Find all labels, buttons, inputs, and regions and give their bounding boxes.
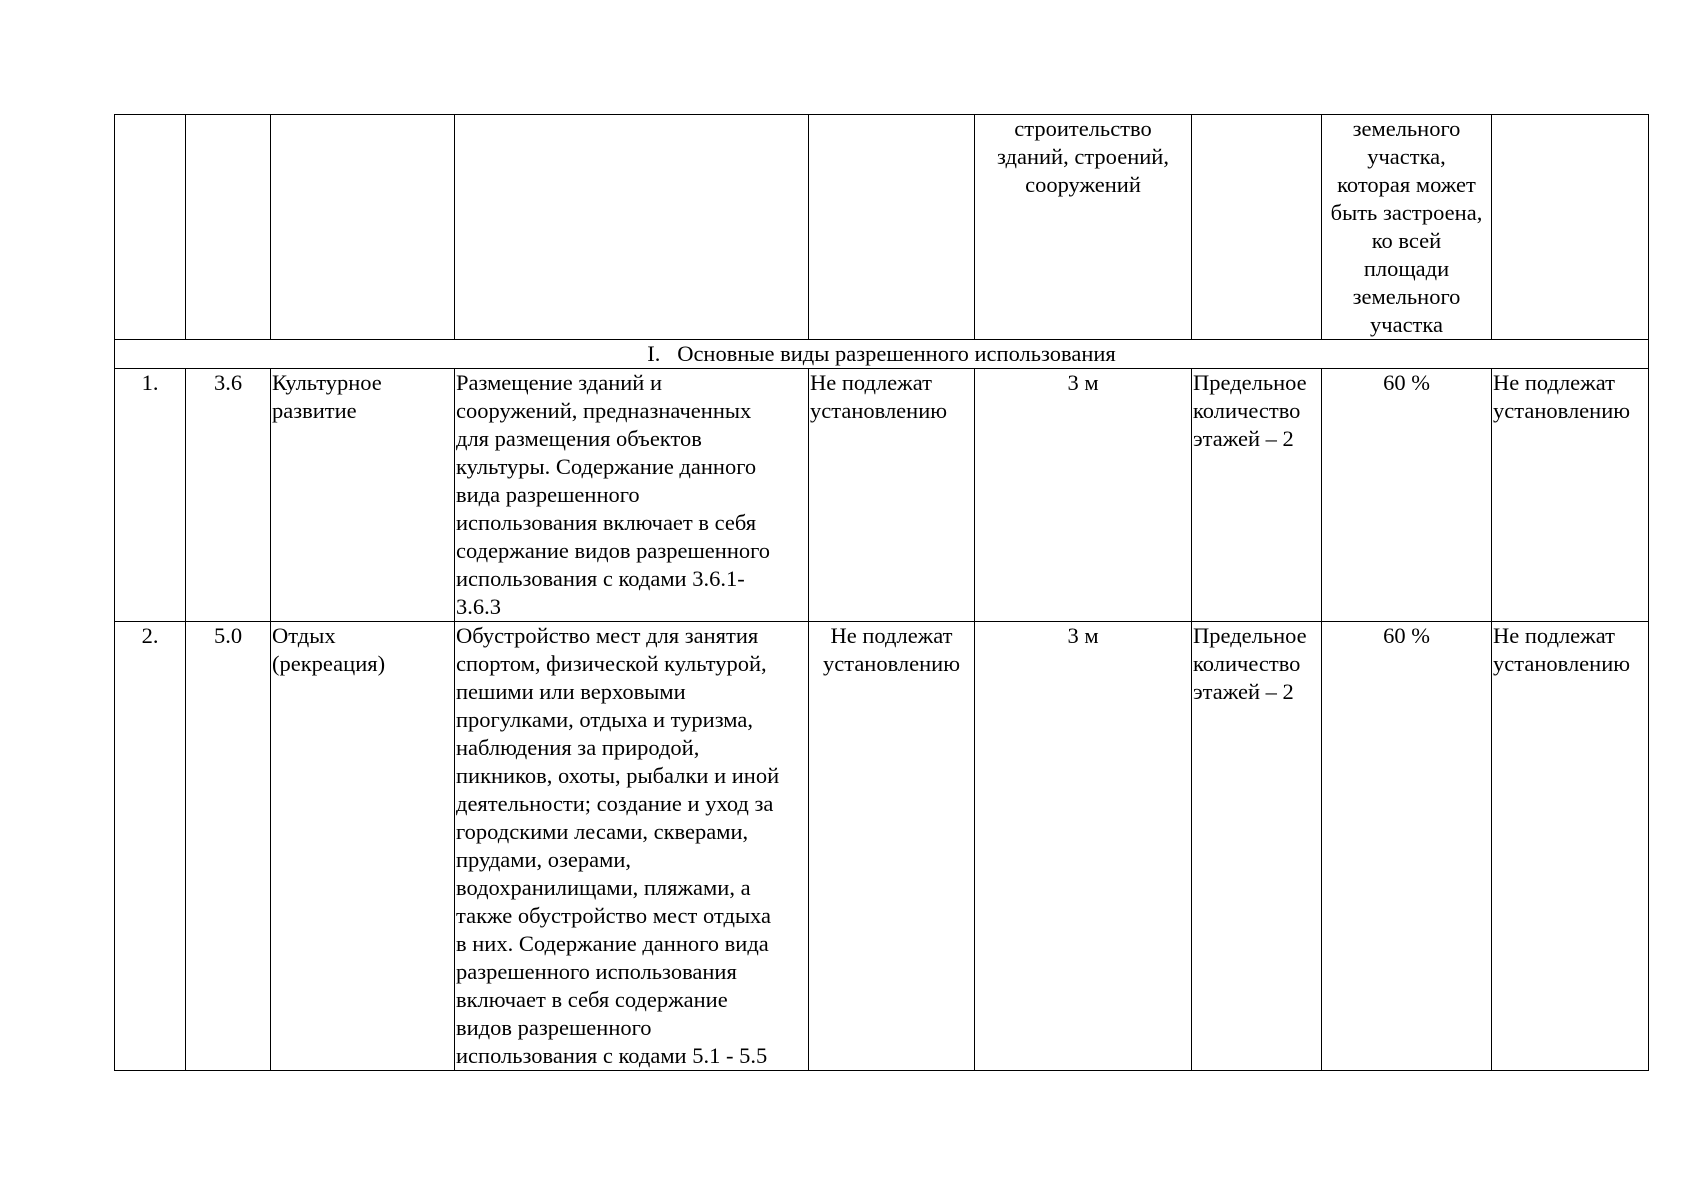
section-header-row	[115, 340, 1649, 369]
cell-text: Не подлежат установлению	[1493, 623, 1631, 676]
cell-empty	[1492, 115, 1649, 340]
cell-empty	[455, 115, 809, 340]
cell-text: земельного участка, которая может быть застроена, ко всей площади земельного участка	[1330, 116, 1483, 337]
section-title: I. Основные виды разрешенного использования	[115, 340, 1649, 369]
cell-setback: 3 м	[975, 622, 1192, 1071]
cell-text: Не подлежат установлению	[1493, 370, 1631, 423]
cell-text: Не подлежат установлению	[810, 370, 948, 423]
cell-empty	[271, 115, 455, 340]
cell-text: Предельное количество этажей – 2	[1193, 623, 1307, 704]
land-use-regulations-table	[114, 114, 1649, 1071]
cell-empty	[115, 115, 186, 340]
cell-description	[455, 369, 809, 622]
cell-code: 3.6	[186, 369, 271, 622]
cell-use-name	[271, 369, 455, 622]
cell-setback: 3 м	[975, 369, 1192, 622]
cell-use-name	[271, 622, 455, 1071]
cell-floors	[1192, 369, 1322, 622]
cell-plot-size	[809, 622, 975, 1071]
cell-text: Отдых (рекреация)	[272, 623, 386, 676]
table-row-continuation	[115, 115, 1649, 340]
cell-number: 2.	[115, 622, 186, 1071]
cell-text: Культурное развитие	[272, 370, 382, 423]
table-row	[115, 622, 1649, 1071]
cell-empty	[1192, 115, 1322, 340]
cell-plot-size	[809, 369, 975, 622]
cell-text: Не подлежат установлению	[822, 623, 961, 676]
table-row	[115, 369, 1649, 622]
cell-coverage-continuation	[1322, 115, 1492, 340]
cell-empty	[186, 115, 271, 340]
cell-code: 5.0	[186, 622, 271, 1071]
cell-text: Предельное количество этажей – 2	[1193, 370, 1307, 451]
cell-coverage: 60 %	[1322, 369, 1492, 622]
cell-setback-continuation	[975, 115, 1192, 340]
cell-number: 1.	[115, 369, 186, 622]
cell-text: Обустройство мест для занятия спортом, физической культурой, пешими или верховыми прогулками, отдыха и туризма, наблюдения за природой, пикников, охоты, рыбалки и иной деятельности; создание и уход за городскими лесами, скверами, прудами, озерами, водохранилищами, пляжами, а также обустройство мест отдыха в них. Содержание данного вида разрешенного использования включает в себя содержание видов разрешенного использования с кодами 5.1 - 5.5	[456, 623, 780, 1068]
cell-empty	[809, 115, 975, 340]
cell-coverage: 60 %	[1322, 622, 1492, 1071]
cell-other	[1492, 622, 1649, 1071]
cell-text: строительство зданий, строений, сооружений	[997, 116, 1169, 197]
cell-floors	[1192, 622, 1322, 1071]
cell-text: Размещение зданий и сооружений, предназначенных для размещения объектов культуры. Содержание данного вида разрешенного использования включает в себя содержание видов разрешенного использования с кодами 3.6.1- 3.6.3	[456, 370, 771, 619]
cell-other	[1492, 369, 1649, 622]
cell-description	[455, 622, 809, 1071]
